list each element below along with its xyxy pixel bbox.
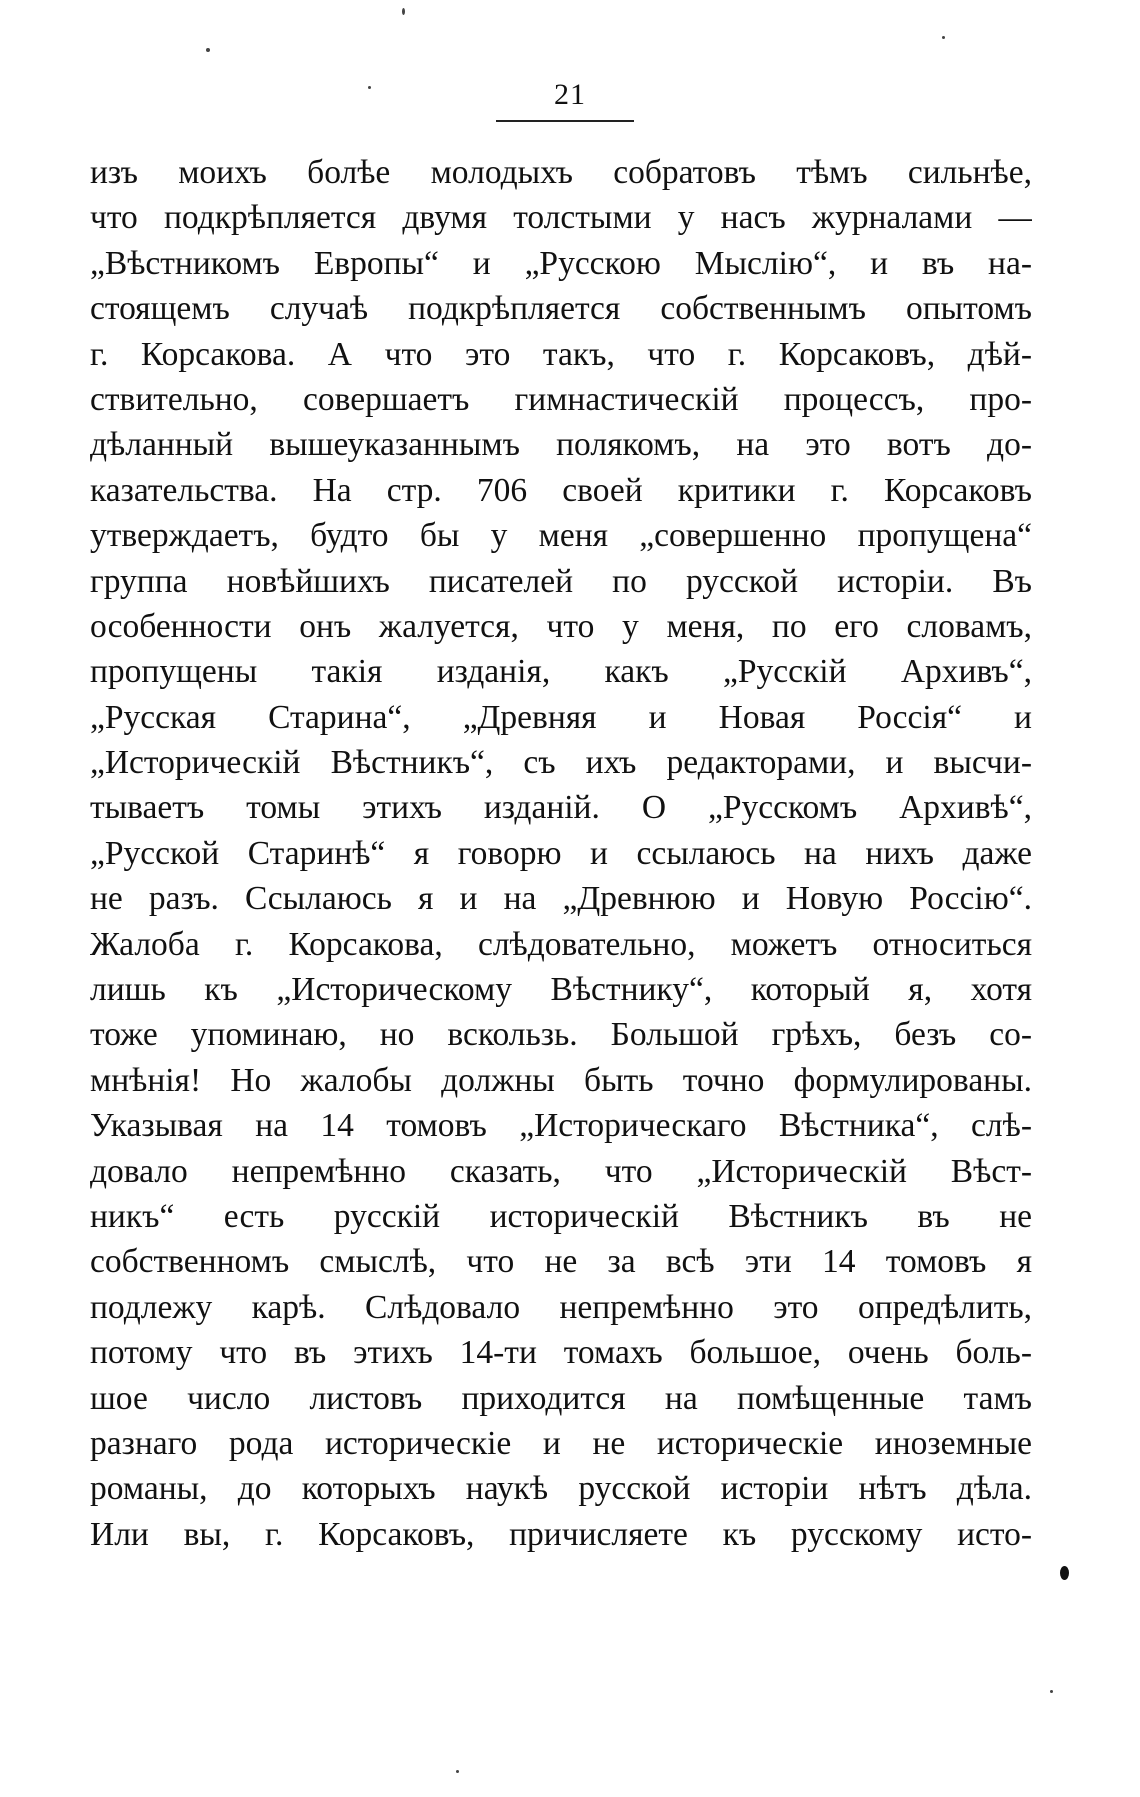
- page-number: 21: [554, 78, 586, 111]
- scan-speck: [456, 1770, 459, 1773]
- text-line: казательства. На стр. 706 своей критики г. Корсаковъ: [90, 471, 1032, 509]
- text-line: утверждаетъ, будто бы у меня „совершенно пропущена“: [90, 517, 1032, 555]
- text-line: дѣланный вышеуказаннымъ полякомъ, на это вотъ до-: [90, 426, 1032, 464]
- text-line: потому что въ этихъ 14-ти томахъ большое, очень боль-: [90, 1334, 1032, 1372]
- text-line: подлежу карѣ. Слѣдовало непремѣнно это опредѣлить,: [90, 1288, 1032, 1326]
- text-line: собственномъ смыслѣ, что не за всѣ эти 14 томовъ я: [90, 1243, 1032, 1281]
- text-line: „Историческій Вѣстникъ“, съ ихъ редакторами, и высчи-: [90, 744, 1032, 782]
- text-line: Указывая на 14 томовъ „Историческаго Вѣстника“, слѣ-: [90, 1107, 1032, 1145]
- text-line: „Русской Старинѣ“ я говорю и ссылаюсь на нихъ даже: [90, 834, 1032, 872]
- scan-speck: [402, 8, 405, 15]
- text-line: что подкрѣпляется двумя толстыми у насъ журналами —: [90, 199, 1032, 237]
- text-line: особенности онъ жалуется, что у меня, по его словамъ,: [90, 607, 1032, 645]
- text-line: тоже упоминаю, но вскользь. Большой грѣхъ, безъ со-: [90, 1016, 1032, 1054]
- text-line: группа новѣйшихъ писателей по русской исторіи. Въ: [90, 562, 1032, 600]
- text-line: „Русская Старина“, „Древняя и Новая Россія“ и: [90, 698, 1032, 736]
- text-line: шое число листовъ приходится на помѣщенные тамъ: [90, 1379, 1032, 1417]
- scan-speck: [1060, 1566, 1069, 1580]
- scan-speck: [1050, 1690, 1053, 1693]
- text-line: никъ“ есть русскій историческій Вѣстникъ въ не: [90, 1197, 1032, 1235]
- text-line: не разъ. Ссылаюсь я и на „Древнюю и Новую Россію“.: [90, 880, 1032, 918]
- text-line: романы, до которыхъ наукѣ русской исторіи нѣтъ дѣла.: [90, 1470, 1032, 1508]
- page-number-rule: [496, 120, 634, 122]
- text-line: разнаго рода историческіе и не историческіе иноземные: [90, 1424, 1032, 1462]
- text-line: довало непремѣнно сказать, что „Историческій Вѣст-: [90, 1152, 1032, 1190]
- text-line: тываетъ томы этихъ изданій. О „Русскомъ Архивѣ“,: [90, 789, 1032, 827]
- text-line: ствительно, совершаетъ гимнастическій процессъ, про-: [90, 380, 1032, 418]
- text-line: г. Корсакова. А что это такъ, что г. Корсаковъ, дѣй-: [90, 335, 1032, 373]
- scan-speck: [942, 36, 945, 39]
- scan-speck: [368, 86, 371, 89]
- body-text: [90, 150, 1032, 1557]
- text-line: лишь къ „Историческому Вѣстнику“, который я, хотя: [90, 971, 1032, 1009]
- text-line: мнѣнія! Но жалобы должны быть точно формулированы.: [90, 1061, 1032, 1099]
- text-line: Или вы, г. Корсаковъ, причисляете къ русскому исто-: [90, 1515, 1032, 1553]
- text-line: пропущены такія изданія, какъ „Русскій Архивъ“,: [90, 653, 1032, 691]
- scan-speck: [206, 48, 210, 52]
- text-line: изъ моихъ болѣе молодыхъ собратовъ тѣмъ сильнѣе,: [90, 154, 1032, 191]
- text-line: „Вѣстникомъ Европы“ и „Русскою Мыслію“, и въ на-: [90, 244, 1032, 282]
- text-line: Жалоба г. Корсакова, слѣдовательно, можетъ относиться: [90, 925, 1032, 963]
- text-line: стоящемъ случаѣ подкрѣпляется собственнымъ опытомъ: [90, 290, 1032, 328]
